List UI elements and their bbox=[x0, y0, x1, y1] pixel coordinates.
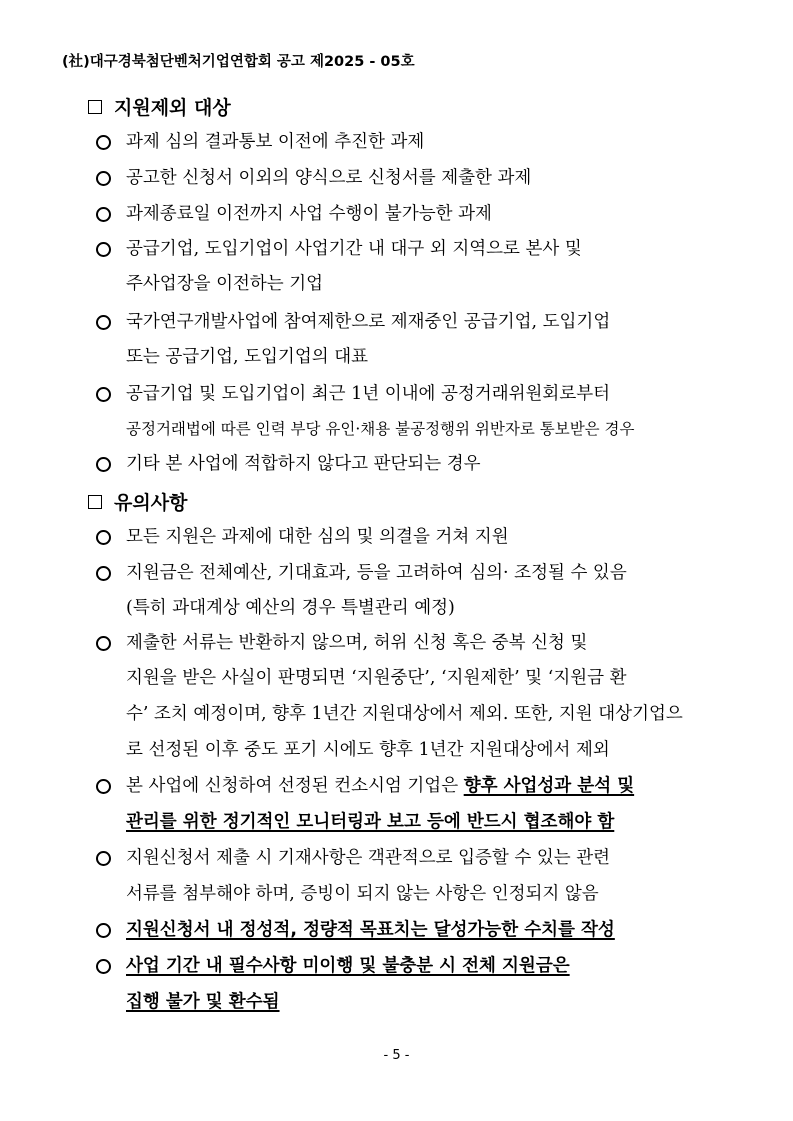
list-item bbox=[126, 954, 718, 978]
list-item-continuation: 로 선정된 이후 중도 포기 시에도 향후 1년간 지원대상에서 제외 bbox=[126, 740, 610, 760]
bullet-circle-icon bbox=[96, 959, 111, 974]
bullet-circle-icon bbox=[96, 923, 111, 938]
section-title-notes: 유의사항 bbox=[88, 488, 187, 515]
emphasized-text: 지원신청서 내 정성적, 정량적 목표치는 달성가능한 수치를 작성 bbox=[126, 920, 615, 940]
list-item-continuation: 서류를 첨부해야 하며, 증빙이 되지 않는 사항은 인정되지 않음 bbox=[126, 884, 599, 904]
bullet-circle-icon bbox=[96, 171, 111, 186]
emphasized-text: 사업 기간 내 필수사항 미이행 및 불충분 시 전체 지원금은 bbox=[126, 956, 570, 976]
list-item: 지원신청서 제출 시 기재사항은 객관적으로 입증할 수 있는 관련 bbox=[126, 848, 611, 868]
section-title-exclusions: 지원제외 대상 bbox=[88, 93, 231, 120]
bullet-circle-icon bbox=[96, 387, 111, 402]
bullet-circle-icon bbox=[96, 636, 111, 651]
list-item: 지원금은 전체예산, 기대효과, 등을 고려하여 심의· 조정될 수 있음 bbox=[126, 563, 627, 583]
list-item-continuation: (특히 과대계상 예산의 경우 특별관리 예정) bbox=[126, 598, 455, 618]
document-header: (社)대구경북첨단벤처기업연합회 공고 제2025 - 05호 bbox=[62, 54, 415, 70]
bullet-circle-icon bbox=[96, 530, 111, 545]
list-item-text: 본 사업에 신청하여 선정된 컨소시엄 기업은 bbox=[126, 776, 459, 796]
list-item-continuation bbox=[126, 990, 718, 1014]
emphasized-text: 관리를 위한 정기적인 모니터링과 보고 등에 반드시 협조해야 함 bbox=[126, 812, 615, 832]
list-item: 공급기업 및 도입기업이 최근 1년 이내에 공정거래위원회로부터 bbox=[126, 384, 611, 404]
list-item: 국가연구개발사업에 참여제한으로 제재중인 공급기업, 도입기업 bbox=[126, 312, 611, 332]
list-item-continuation: 공정거래법에 따른 인력 부당 유인·채용 불공정행위 위반자로 통보받은 경우 bbox=[126, 420, 635, 438]
bullet-circle-icon bbox=[96, 315, 111, 330]
list-item-continuation: 주사업장을 이전하는 기업 bbox=[126, 274, 324, 294]
page-number: - 5 - bbox=[383, 1048, 410, 1063]
checkbox-square-icon bbox=[88, 100, 102, 114]
list-item-continuation: 지원을 받은 사실이 판명되면 ‘지원중단’, ‘지원제한’ 및 ‘지원금 환 bbox=[126, 668, 627, 688]
bullet-circle-icon bbox=[96, 566, 111, 581]
list-item bbox=[126, 774, 718, 798]
bullet-circle-icon bbox=[96, 851, 111, 866]
list-item: 과제종료일 이전까지 사업 수행이 불가능한 과제 bbox=[126, 204, 492, 224]
checkbox-square-icon bbox=[88, 495, 102, 509]
list-item: 기타 본 사업에 적합하지 않다고 판단되는 경우 bbox=[126, 454, 481, 474]
list-item: 공급기업, 도입기업이 사업기간 내 대구 외 지역으로 본사 및 bbox=[126, 239, 582, 259]
bullet-circle-icon bbox=[96, 207, 111, 222]
emphasized-text: 향후 사업성과 분석 및 bbox=[463, 776, 635, 796]
emphasized-text: 집행 불가 및 환수됨 bbox=[126, 992, 280, 1012]
list-item bbox=[126, 918, 718, 942]
bullet-circle-icon bbox=[96, 779, 111, 794]
bullet-circle-icon bbox=[96, 242, 111, 257]
list-item: 제출한 서류는 반환하지 않으며, 허위 신청 혹은 중복 신청 및 bbox=[126, 633, 588, 653]
bullet-circle-icon bbox=[96, 135, 111, 150]
list-item-continuation bbox=[126, 810, 718, 834]
list-item-continuation: 또는 공급기업, 도입기업의 대표 bbox=[126, 347, 369, 367]
list-item-continuation: 수’ 조치 예정이며, 향후 1년간 지원대상에서 제외. 또한, 지원 대상기업으 bbox=[126, 704, 683, 724]
list-item: 공고한 신청서 이외의 양식으로 신청서를 제출한 과제 bbox=[126, 168, 532, 188]
list-item: 과제 심의 결과통보 이전에 추진한 과제 bbox=[126, 132, 425, 152]
list-item: 모든 지원은 과제에 대한 심의 및 의결을 거쳐 지원 bbox=[126, 527, 509, 547]
bullet-circle-icon bbox=[96, 457, 111, 472]
